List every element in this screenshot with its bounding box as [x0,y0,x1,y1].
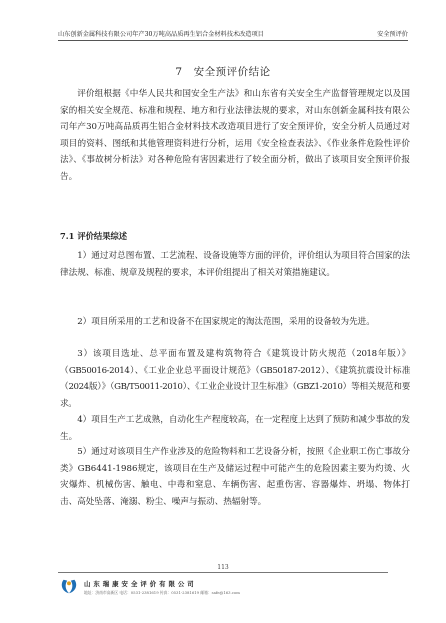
page-footer [58,572,388,607]
footer-company-name: 山东瑞康安全评价有限公司 [84,580,197,588]
section-heading: 7.1 评价结果综述 [60,231,128,241]
intro-paragraph: 评价组根据《中华人民共和国安全生产法》和山东省有关安全生产监督管理规定以及国家的相关安全规范、标准和规程、地方和行业法律法规的要求，对山东创新金属科技有限公司年产30万吨高品质再生铝合金材料技术改造项目进行了安全预评价，安全分析人员通过对项目的资料、图纸和其他管理资料进行分析，运用《安全检查表法》、《作业条件危险性评价法》、《事故树分析法》对各种危险有害因素进行了较全面分析，做出了该项目安全预评价报告。 [60,89,410,182]
result-item-5: 5）通过对该项目生产作业涉及的危险物料和工艺设备分析，按照《企业职工伤亡事故分类》GB6441-1986规定，该项目在生产及储运过程中可能产生的危险因素主要为灼烫、火灾爆炸、机械伤害、触电、中毒和窒息、车辆伤害、起重伤害、容器爆炸、坍塌、物体打击、高处坠落、淹溺、粉尘、噪声与振动、热辐射等。 [60,447,410,507]
page-number: 113 [217,564,229,571]
result-item-2: 2）项目所采用的工艺和设备不在国家规定的淘汰范围，采用的设备较为先进。 [77,317,375,327]
chapter-title: 7 安全预评价结论 [175,66,271,78]
footer-contact-info: 地址：济南市高新区 电话：0531-2381619 传真：0531-2381619 邮箱：safe@163.com [84,590,240,595]
running-header [58,26,408,41]
result-item-4: 4）项目生产工艺成熟，自动化生产程度较高，在一定程度上达到了预防和减少事故的发生。 [60,415,410,442]
company-logo-icon [60,577,78,595]
header-project-title: 山东创新金属科技有限公司年产30万吨高品质再生铝合金材料技术改造项目 [58,31,264,38]
result-item-3: 3）该项目选址、总平面布置及建构筑物符合《建筑设计防火规范（2018年版）》（GB50016-2014）、《工业企业总平面设计规范》（GB50187-2012）、《建筑抗震设计标准（2024版）》（GB/T50011-2010）、《工业企业设计卫生标准》（GBZ1-2010）等相关规范和要求。 [60,349,410,409]
result-item-1: 1）通过对总图布置、工艺流程、设备设施等方面的评价，评价组认为项目符合国家的法律法规、标准、规章及规程的要求，本评价组提出了相关对策措施建议。 [60,251,410,278]
header-report-type: 安全预评价 [377,31,408,38]
